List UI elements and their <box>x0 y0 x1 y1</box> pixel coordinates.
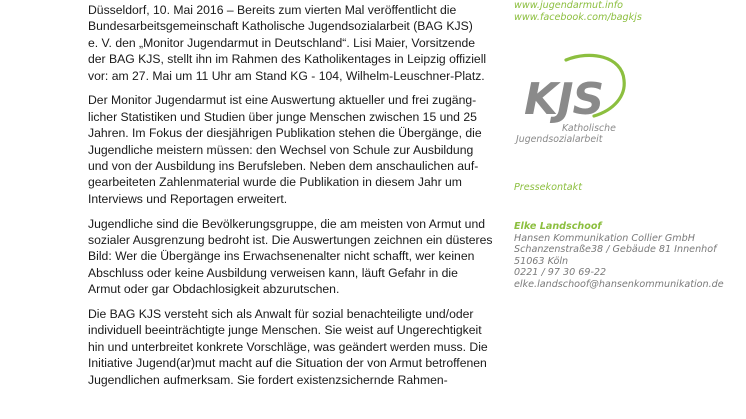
kjs-logo <box>514 44 634 154</box>
link-facebook[interactable]: www.facebook.com/bagkjs <box>514 11 642 23</box>
sidebar <box>514 0 742 290</box>
contact-street: Schanzenstraße38 / Gebäude 81 Innenhof <box>514 244 717 256</box>
paragraph-monitor: Der Monitor Jugendarmut ist eine Auswertung aktueller und frei zugäng- licher Statistiken und Studien über junge Menschen zwischen 15 und 25 Jahren. Im Fokus der diesjährigen Publikation stehen die Übergänge, die Jugendliche meistern müssen: den Wechsel von Schule zur Ausbildung und von der Ausbildung ins Berufsleben. Neben dem anschaulichen auf- gearbeiteten Zahlenmaterial wurde die Publikation in diesem Jahr um Interviews und Reportagen erweitert. <box>88 93 482 206</box>
paragraph-intro: Düsseldorf, 10. Mai 2016 – Bereits zum vierten Mal veröffentlicht die Bundesarbeitsgemeinschaft Katholische Jugendsozialarbeit (BAG KJS) e. V. den „Monitor Jugendarmut in Deutschland“. Lisi Maier, Vorsitzende der BAG KJS, stellt ihn im Rahmen des Katholikentages in Leipzig offiziell vor: am 27. Mai um 11 Uhr am Stand KG - 104, Wilhelm-Leuschner-Platz. <box>88 3 487 83</box>
logo-subtitle-2: Jugendsozialarbeit <box>516 134 603 145</box>
pressekontakt-label: Pressekontakt <box>514 182 582 193</box>
paragraph-bag-kjs: Die BAG KJS versteht sich als Anwalt für sozial benachteiligte und/oder individuell beeinträchtigte junge Menschen. Sie weist auf Ungerechtigkeit hin und unterbreitet konkrete Vorschläge, was geändert werden muss. Die Initiative Jugend(ar)mut macht auf die Situation der von Armut betroffenen Jugendlichen aufmerksam. Sie fordert existenzsichernde Rahmen- <box>88 307 488 387</box>
contact-phone: 0221 / 97 30 69-22 <box>514 267 607 279</box>
logo-letters: KJS <box>524 74 604 125</box>
link-jugendarmut[interactable]: www.jugendarmut.info <box>514 0 623 11</box>
contact-name: Elke Landschoof <box>514 221 602 232</box>
contact-block <box>514 221 724 291</box>
press-release-body <box>88 2 498 397</box>
contact-city: 51063 Köln <box>514 255 569 267</box>
contact-email[interactable]: elke.landschoof@hansenkommunikation.de <box>514 278 724 290</box>
web-links <box>514 0 742 23</box>
contact-company: Hansen Kommunikation Collier GmbH <box>514 232 695 244</box>
logo-subtitle-1: Katholische <box>562 123 616 134</box>
paragraph-youth-poverty: Jugendliche sind die Bevölkerungsgruppe, die am meisten von Armut und sozialer Ausgrenzung bedroht ist. Die Auswertungen zeichnen ein düsteres Bild: Wer die Übergänge ins Erwachsenenalter nicht schafft, wer keinen Abschluss oder keine Ausbildung verweisen kann, läuft Gefahr in die Armut oder gar Obdachlosigkeit abzurutschen. <box>88 216 493 297</box>
